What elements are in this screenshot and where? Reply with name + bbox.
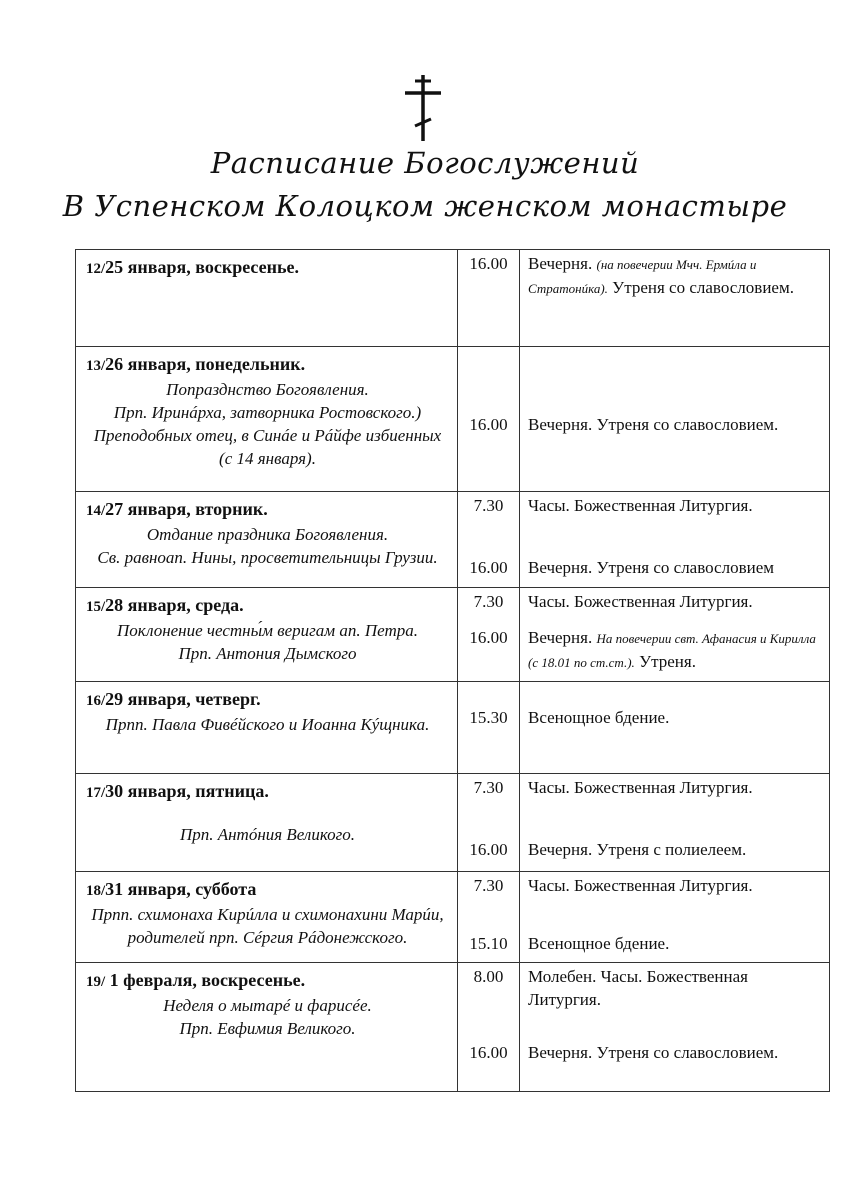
service-cell — [520, 872, 830, 963]
day-cell — [76, 492, 458, 588]
feast-text: Прп. Антóния Великого. — [179, 825, 356, 844]
time-cell — [458, 347, 520, 492]
day-date: 18/31 января, суббота — [86, 879, 257, 899]
orthodox-cross-icon — [403, 73, 443, 143]
service-description: Вечерня. (на повечерии Мчч. Ермúла и Стратонúка). Утреня со славословием. — [528, 254, 794, 297]
service-time: 7.30 — [473, 876, 504, 895]
service-cell — [520, 492, 830, 588]
day-cell — [76, 774, 458, 872]
feast-text: Попразднство Богоявления. — [166, 380, 369, 399]
feast-text: Прп. Иринáрха, затворника Ростовского.) — [113, 403, 422, 422]
schedule-row — [76, 774, 830, 872]
feast-text: Преподобных отец, в Синáе и Рáйфе избиенных (с 14 января). — [93, 426, 442, 468]
service-description: Всенощное бдение. — [528, 708, 670, 727]
day-cell — [76, 872, 458, 963]
schedule-row — [76, 963, 830, 1092]
feast-text: Неделя о мытарé и фарисéе. — [163, 996, 372, 1015]
feast-text: Поклонение честны́м веригам ап. Петра. — [117, 621, 418, 640]
service-description: Молебен. Часы. Божественная Литургия. — [528, 967, 748, 1009]
service-time: 15.30 — [469, 708, 508, 727]
schedule-row — [76, 347, 830, 492]
service-cell — [520, 347, 830, 492]
feast-text: Прпп. Павла Фивéйского и Иоанна Кýщника. — [105, 715, 430, 734]
service-cell — [520, 774, 830, 872]
time-cell — [458, 588, 520, 682]
schedule-row — [76, 872, 830, 963]
day-date: 13/26 января, понедельник. — [86, 354, 306, 374]
service-description: Всенощное бдение. — [528, 934, 670, 953]
schedule-row — [76, 682, 830, 774]
service-cell — [520, 250, 830, 347]
service-time: 7.30 — [473, 778, 504, 797]
day-date: 15/28 января, среда. — [86, 595, 244, 615]
feast-text: Св. равноап. Нины, просветительницы Грузии. — [97, 548, 438, 567]
feast-text: Прп. Антония Дымского — [178, 644, 357, 663]
service-cell — [520, 682, 830, 774]
service-time: 16.00 — [469, 628, 508, 647]
schedule-row — [76, 588, 830, 682]
service-description: Часы. Божественная Литургия. — [528, 778, 753, 797]
time-cell — [458, 682, 520, 774]
day-cell — [76, 682, 458, 774]
service-cell — [520, 963, 830, 1092]
feast-text: Прпп. схимонаха Кирúлла и схимонахини Марúи, родителей прп. Сéргия Рáдонежского. — [91, 905, 444, 947]
service-description: Часы. Божественная Литургия. — [528, 592, 753, 611]
service-time: 16.00 — [469, 1043, 508, 1062]
time-cell — [458, 774, 520, 872]
time-cell — [458, 963, 520, 1092]
service-time: 7.30 — [473, 496, 504, 515]
time-cell — [458, 492, 520, 588]
time-cell — [458, 250, 520, 347]
schedule-row — [76, 250, 830, 347]
page-title: Расписание Богослужений — [210, 146, 640, 180]
service-time: 7.30 — [473, 592, 504, 611]
service-time: 16.00 — [469, 840, 508, 859]
day-date: 19/ 1 февраля, воскресенье. — [86, 970, 306, 990]
service-description: Часы. Божественная Литургия. — [528, 496, 753, 515]
schedule-row — [76, 492, 830, 588]
service-description: Вечерня. На повечерии свт. Афанасия и Кирилла (с 18.01 по ст.ст.). Утреня. — [528, 628, 816, 671]
day-date: 12/25 января, воскресенье. — [86, 257, 300, 277]
service-time: 16.00 — [469, 558, 508, 577]
page-subtitle: В Успенском Колоцком женском монастыре — [62, 189, 788, 223]
day-cell — [76, 963, 458, 1092]
day-cell — [76, 250, 458, 347]
day-date: 16/29 января, четверг. — [86, 689, 261, 709]
day-date: 14/27 января, вторник. — [86, 499, 268, 519]
day-date: 17/30 января, пятница. — [86, 781, 269, 801]
service-description: Вечерня. Утреня со славословием — [528, 558, 775, 577]
feast-text: Прп. Евфимия Великого. — [179, 1019, 356, 1038]
service-description: Часы. Божественная Литургия. — [528, 876, 753, 895]
service-description: Вечерня. Утреня со славословием. — [528, 415, 779, 434]
time-cell — [458, 872, 520, 963]
service-time: 16.00 — [469, 254, 508, 273]
schedule-table — [75, 249, 830, 1092]
feast-text: Отдание праздника Богоявления. — [146, 525, 389, 544]
day-cell — [76, 347, 458, 492]
service-time: 16.00 — [469, 415, 508, 434]
service-cell — [520, 588, 830, 682]
service-time: 15.10 — [469, 934, 508, 953]
service-description: Вечерня. Утреня с полиелеем. — [528, 840, 747, 859]
service-description: Вечерня. Утреня со славословием. — [528, 1043, 779, 1062]
service-time: 8.00 — [473, 967, 504, 986]
day-cell — [76, 588, 458, 682]
